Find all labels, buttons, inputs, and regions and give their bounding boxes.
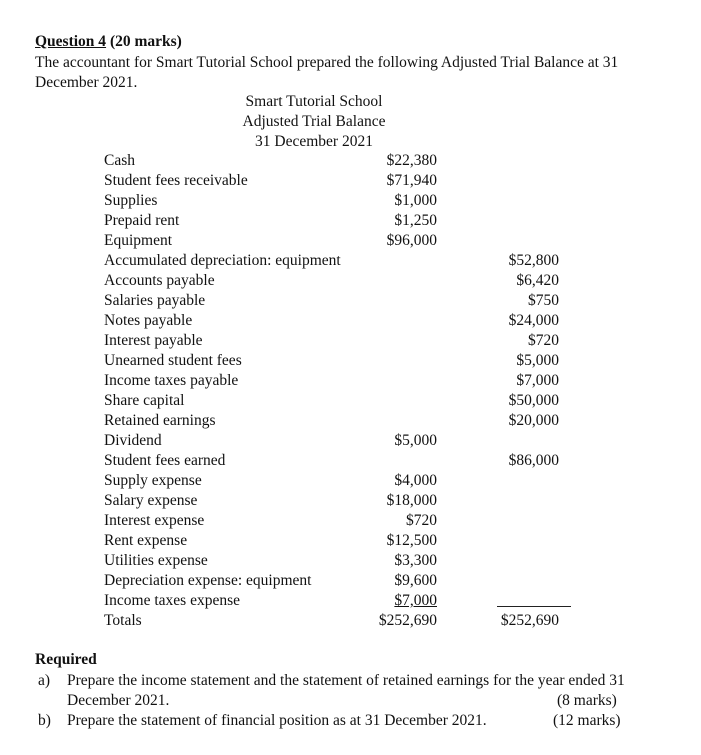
account-name: Income taxes expense xyxy=(104,592,240,609)
credit-amount: $720 xyxy=(528,332,559,349)
question-label: Question 4 xyxy=(35,33,107,50)
account-name: Unearned student fees xyxy=(104,352,242,369)
debit-amount: $1,000 xyxy=(394,192,437,209)
account-name: Income taxes payable xyxy=(104,372,239,389)
credit-amount: $6,420 xyxy=(516,272,559,289)
account-name: Rent expense xyxy=(104,532,188,549)
intro-line-2: December 2021. xyxy=(35,74,138,91)
account-name: Utilities expense xyxy=(104,552,208,569)
credit-amount: $750 xyxy=(528,292,559,309)
account-name: Student fees earned xyxy=(104,452,226,469)
account-name: Student fees receivable xyxy=(104,172,248,189)
credit-amount: $52,800 xyxy=(508,252,559,269)
account-name: Supplies xyxy=(104,192,158,209)
debit-amount: $5,000 xyxy=(394,432,437,449)
account-name: Equipment xyxy=(104,232,173,249)
account-name: Interest payable xyxy=(104,332,203,349)
requirement-a-line-2: December 2021. xyxy=(67,692,170,709)
debit-amount: $71,940 xyxy=(386,172,437,189)
account-name: Salaries payable xyxy=(104,292,206,309)
company-name: Smart Tutorial School xyxy=(245,93,383,110)
debit-total: $252,690 xyxy=(378,612,437,629)
credit-total-rule xyxy=(497,606,571,607)
debit-amount: $1,250 xyxy=(394,212,437,229)
credit-amount: $5,000 xyxy=(516,352,559,369)
credit-total: $252,690 xyxy=(500,612,559,629)
account-name: Dividend xyxy=(104,432,162,449)
debit-amount: $22,380 xyxy=(386,152,437,169)
question-title xyxy=(35,33,182,51)
account-name: Accumulated depreciation: equipment xyxy=(104,252,341,269)
credit-amount: $24,000 xyxy=(508,312,559,329)
debit-amount: $3,300 xyxy=(394,552,437,569)
question-intro xyxy=(35,53,675,93)
intro-line-1: The accountant for Smart Tutorial School prepared the following Adjusted Trial Balance at 31 xyxy=(35,54,619,71)
debit-amount: $96,000 xyxy=(386,232,437,249)
debit-amount: $9,600 xyxy=(394,572,437,589)
account-name: Retained earnings xyxy=(104,412,216,429)
requirement-b-marks: (12 marks) xyxy=(553,712,621,729)
credit-amount: $86,000 xyxy=(508,452,559,469)
statement-date: 31 December 2021 xyxy=(255,133,373,150)
account-name: Cash xyxy=(104,152,135,169)
requirement-a-label: a) xyxy=(38,672,51,689)
question-marks: (20 marks) xyxy=(109,33,182,50)
credit-amount: $20,000 xyxy=(508,412,559,429)
requirement-b-label: b) xyxy=(38,712,51,729)
account-name: Share capital xyxy=(104,392,185,409)
account-name: Accounts payable xyxy=(104,272,215,289)
statement-title: Adjusted Trial Balance xyxy=(242,113,386,130)
totals-label: Totals xyxy=(104,612,142,629)
account-name: Prepaid rent xyxy=(104,212,180,229)
account-name: Depreciation expense: equipment xyxy=(104,572,312,589)
debit-amount: $7,000 xyxy=(394,592,437,609)
requirement-b-line-1: Prepare the statement of financial position as at 31 December 2021. xyxy=(67,712,487,729)
debit-amount: $12,500 xyxy=(386,532,437,549)
requirement-a-line-1: Prepare the income statement and the statement of retained earnings for the year ended 31 xyxy=(67,672,625,689)
debit-amount: $18,000 xyxy=(386,492,437,509)
account-name: Interest expense xyxy=(104,512,205,529)
debit-amount: $720 xyxy=(406,512,437,529)
credit-amount: $7,000 xyxy=(516,372,559,389)
credit-amount: $50,000 xyxy=(508,392,559,409)
requirement-a-marks: (8 marks) xyxy=(557,692,617,709)
account-name: Supply expense xyxy=(104,472,202,489)
debit-amount: $4,000 xyxy=(394,472,437,489)
required-heading: Required xyxy=(35,651,97,668)
account-name: Salary expense xyxy=(104,492,198,509)
account-name: Notes payable xyxy=(104,312,193,329)
